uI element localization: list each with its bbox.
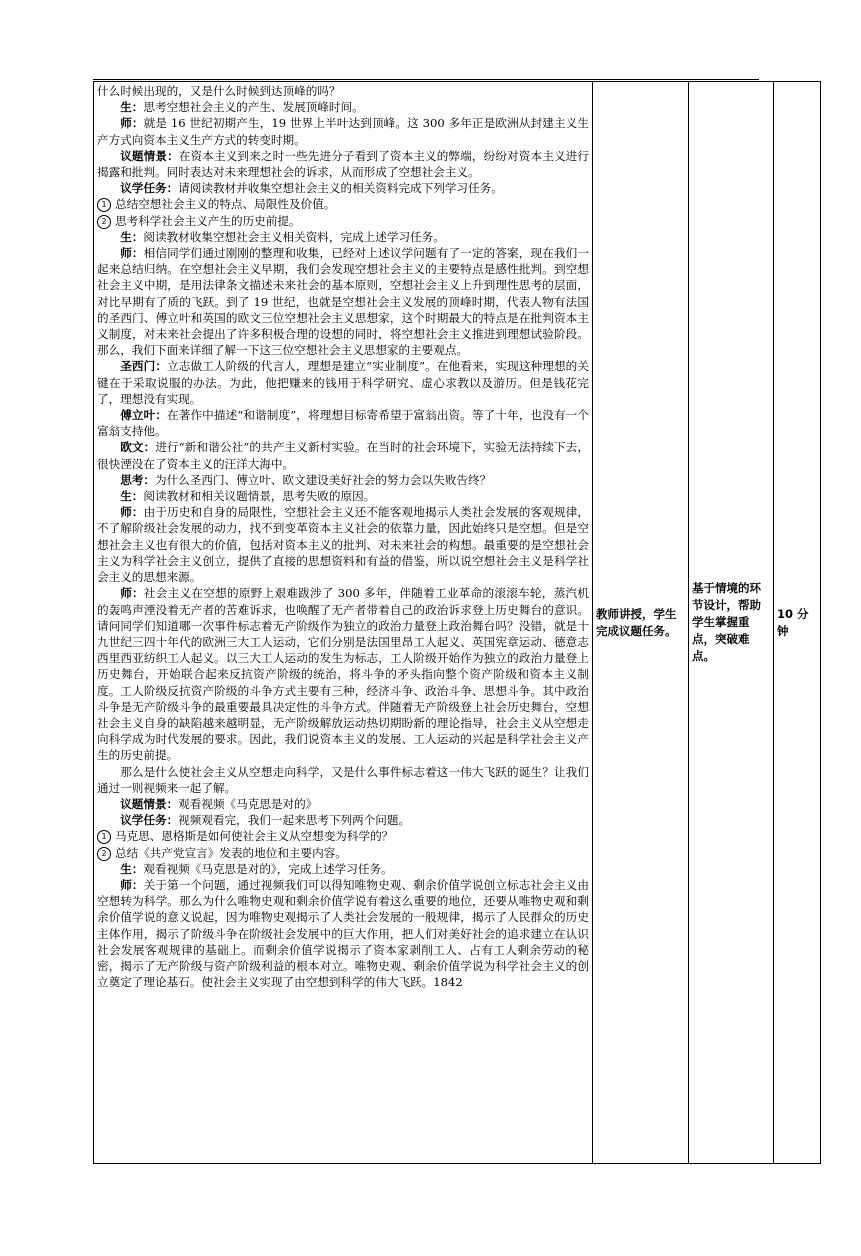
paragraph-text: 相信同学们通过刚刚的整理和收集，已经对上述议学问题有了一定的答案，现在我们一起来总结归纳。在空想社会主义早期，我们会发现空想社会主义的主要特点是感性批判。到空想社会主义中期，是用法律条文描述未来社会的基本原则，空想社会主义上升到理性思考的层面，对比早期有了质的飞跃。到了 19 世纪，也就是空想社会主义发展的顶峰时期，代表人物有法国的圣西门、傅立叶和英国的欧文三位空想社会主义思想家，这个时期最大的特点是在批判资本主义制度，对未来社会提出了许多积极合理的设想的同时，将空想社会主义推进到理想试验阶段。那么，我们下面来详细了解一下这三位空想社会主义思想家的主要观点。 — [97, 246, 589, 358]
paragraph-text: 思考科学社会主义产生的历史前提。 — [115, 213, 301, 228]
table-row — [94, 82, 821, 1164]
top-rule — [93, 79, 759, 80]
paragraph — [97, 83, 589, 99]
paragraph — [97, 812, 589, 828]
list-number-badge: 2 — [97, 215, 111, 229]
speaker-label: 师： — [120, 586, 144, 601]
paragraph — [97, 845, 589, 861]
paragraph-text: 马克思、恩格斯是如何使社会主义从空想变为科学的？ — [115, 829, 394, 844]
teaching-process-cell — [94, 82, 593, 1164]
lesson-plan-table — [93, 81, 821, 1164]
paragraph-text: 那么是什么使社会主义从空想走向科学，又是什么事件标志着这一伟大飞跃的诞生？让我们通过一则视频来一起了解。 — [97, 764, 589, 795]
teaching-process-text — [97, 83, 589, 990]
paragraph-text: 在著作中描述“和谐制度”，将理想目标寄希望于富翁出资。等了十年，也没有一个富翁支持他。 — [97, 408, 589, 439]
paragraph-text: 阅读教材和相关议题情景，思考失败的原因。 — [143, 489, 376, 504]
paragraph-text: 观看视频《马克思是对的》 — [178, 796, 318, 811]
speaker-label: 议学任务： — [120, 813, 179, 828]
paragraph-text: 视频观看完，我们一起来思考下列两个问题。 — [178, 813, 411, 828]
paragraph — [97, 877, 589, 990]
paragraph-text: 关于第一个问题，通过视频我们可以得知唯物史观、剩余价值学说创立标志社会主义由空想转为科学。那么为什么唯物史观和剩余价值学说有着这么重要的地位，还要从唯物史观和剩余价值学说的意义说起，因为唯物史观揭示了人类社会发展的一般规律，揭示了人民群众的历史主体作用，揭示了阶级斗争在阶级社会发展中的巨大作用，把人们对美好社会的追求建立在认识社会发展客观规律的基础上。而剩余价值学说揭示了资本家剥削工人、占有工人剩余劳动的秘密，揭示了无产阶级与资产阶级利益的根本对立。唯物史观、剩余价值学说为科学社会主义的创立奠定了理论基石。使社会主义实现了由空想到科学的伟大飞跃。1842 — [97, 877, 589, 990]
paragraph — [97, 245, 589, 358]
speaker-label: 圣西门： — [120, 359, 168, 374]
paragraph — [97, 764, 589, 796]
speaker-label: 师： — [120, 877, 144, 892]
paragraph — [97, 585, 589, 763]
speaker-label: 议学任务： — [120, 181, 179, 196]
paragraph-text: 观看视频《马克思是对的》，完成上述学习任务。 — [143, 861, 393, 876]
paragraph-text: 为什么圣西门、傅立叶、欧文建设美好社会的努力会以失败告终？ — [154, 472, 492, 487]
paragraph-text: 在资本主义到来之时一些先进分子看到了资本主义的弊端，纷纷对资本主义进行揭露和批判。同时表达对未来理想社会的诉求，从而形成了空想社会主义。 — [97, 148, 589, 180]
paragraph-text: 思考空想社会主义的产生、发展顶峰时间。 — [143, 100, 364, 115]
paragraph — [97, 504, 589, 585]
paragraph — [97, 861, 589, 877]
speaker-label: 议题情景： — [120, 796, 179, 811]
paragraph — [97, 407, 589, 439]
speaker-label: 生： — [120, 100, 144, 115]
paragraph — [97, 828, 589, 844]
list-number-badge: 1 — [97, 198, 111, 212]
list-number-badge: 2 — [97, 847, 111, 861]
speaker-label: 欧文： — [120, 440, 156, 455]
paragraph — [97, 796, 589, 812]
paragraph — [97, 229, 589, 245]
paragraph-text: 社会主义在空想的原野上艰难跋涉了 300 多年，伴随着工业革命的滚滚车轮，蒸汽机的轰鸣声湮没着无产者的苦难诉求，也唤醒了无产者带着自己的政治诉求登上历史舞台的意识。请问同学们知道哪一次事件标志着无产阶级作为独立的政治力量登上政治舞台吗？没错，就是十九世纪三四十年代的欧洲三大工人运动，它们分别是法国里昂工人起义、英国宪章运动、德意志西里西亚纺织工人起义。以三大工人运动的发生为标志，工人阶级开始作为独立的政治力量登上历史舞台，开始联合起来反抗资产阶级的统治，将斗争的矛头指向整个资产阶级和资本主义制度。工人阶级反抗资产阶级的斗争方式主要有三种，经济斗争、政治斗争、思想斗争。其中政治斗争是无产阶级斗争的最重要最具决定性的斗争方式。伴随着无产阶级登上社会历史舞台，空想社会主义自身的缺陷越来越明显，无产阶级解放运动热切期盼新的理论指导，社会主义从空想走向科学成为时代发展的要求。因此，我们说资本主义的发展、工人运动的兴起是科学社会主义产生的历史前提。 — [97, 586, 589, 763]
paragraph — [97, 99, 589, 115]
paragraph-text: 总结《共产党宣言》发表的地位和主要内容。 — [115, 845, 347, 860]
speaker-label: 师： — [120, 246, 144, 261]
speaker-label: 思考： — [120, 472, 155, 487]
speaker-label: 生： — [120, 861, 144, 876]
paragraph — [97, 439, 589, 471]
paragraph-text: 就是 16 世纪初期产生，19 世界上半叶达到顶峰。这 300 多年正是欧洲从封建主义生产方式向资本主义生产方式的转变时期。 — [97, 116, 589, 147]
list-number-badge: 1 — [97, 830, 111, 844]
speaker-label: 傅立叶： — [120, 408, 168, 423]
paragraph — [97, 115, 589, 147]
paragraph — [97, 180, 589, 196]
paragraph-text: 请阅读教材并收集空想社会主义的相关资料完成下列学习任务。 — [178, 181, 503, 196]
speaker-label: 生： — [120, 489, 144, 504]
paragraph — [97, 472, 589, 488]
paragraph — [97, 213, 589, 229]
speaker-label: 生： — [120, 229, 144, 244]
speaker-label: 师： — [120, 116, 144, 131]
paragraph — [97, 148, 589, 180]
design-intent-cell: 基于情境的环节设计，帮助学生掌握重点，突破难点。 — [689, 82, 774, 1164]
paragraph — [97, 196, 589, 212]
speaker-label: 师： — [120, 505, 144, 520]
paragraph-text: 进行“新和谐公社”的共产主义新村实验。在当时的社会环境下，实验无法持续下去，很快湮没在了资本主义的汪洋大海中。 — [97, 440, 589, 471]
paragraph-text: 什么时候出现的，又是什么时候到达顶峰的吗？ — [97, 84, 341, 98]
speaker-label: 议题情景： — [120, 148, 179, 163]
paragraph-text: 总结空想社会主义的特点、局限性及价值。 — [115, 197, 336, 212]
teaching-method-cell: 教师讲授，学生完成议题任务。 — [593, 82, 689, 1164]
paragraph — [97, 488, 589, 504]
paragraph-text: 阅读教材收集空想社会主义相关资料，完成上述学习任务。 — [143, 229, 445, 244]
paragraph-text: 由于历史和自身的局限性，空想社会主义还不能客观地揭示人类社会发展的客观规律，不了解阶级社会发展的动力，找不到变革资本主义社会的依靠力量，因此始终只是空想。但是空想社会主义也有很大的价值，包括对资本主义的批判、对未来社会的构想。最重要的是空想社会主义为科学社会主义创立，提供了直接的思想资料和有益的借鉴，所以说空想社会主义是科学社会主义的思想来源。 — [97, 505, 589, 585]
paragraph-text: 立志做工人阶级的代言人，理想是建立“实业制度”。在他看来，实现这种理想的关键在于采取说服的办法。为此，他把赚来的钱用于科学研究、虚心求教以及游历。但是钱花完了，理想没有实现。 — [97, 359, 589, 406]
duration-cell: 10 分钟 — [774, 82, 821, 1164]
paragraph — [97, 358, 589, 407]
